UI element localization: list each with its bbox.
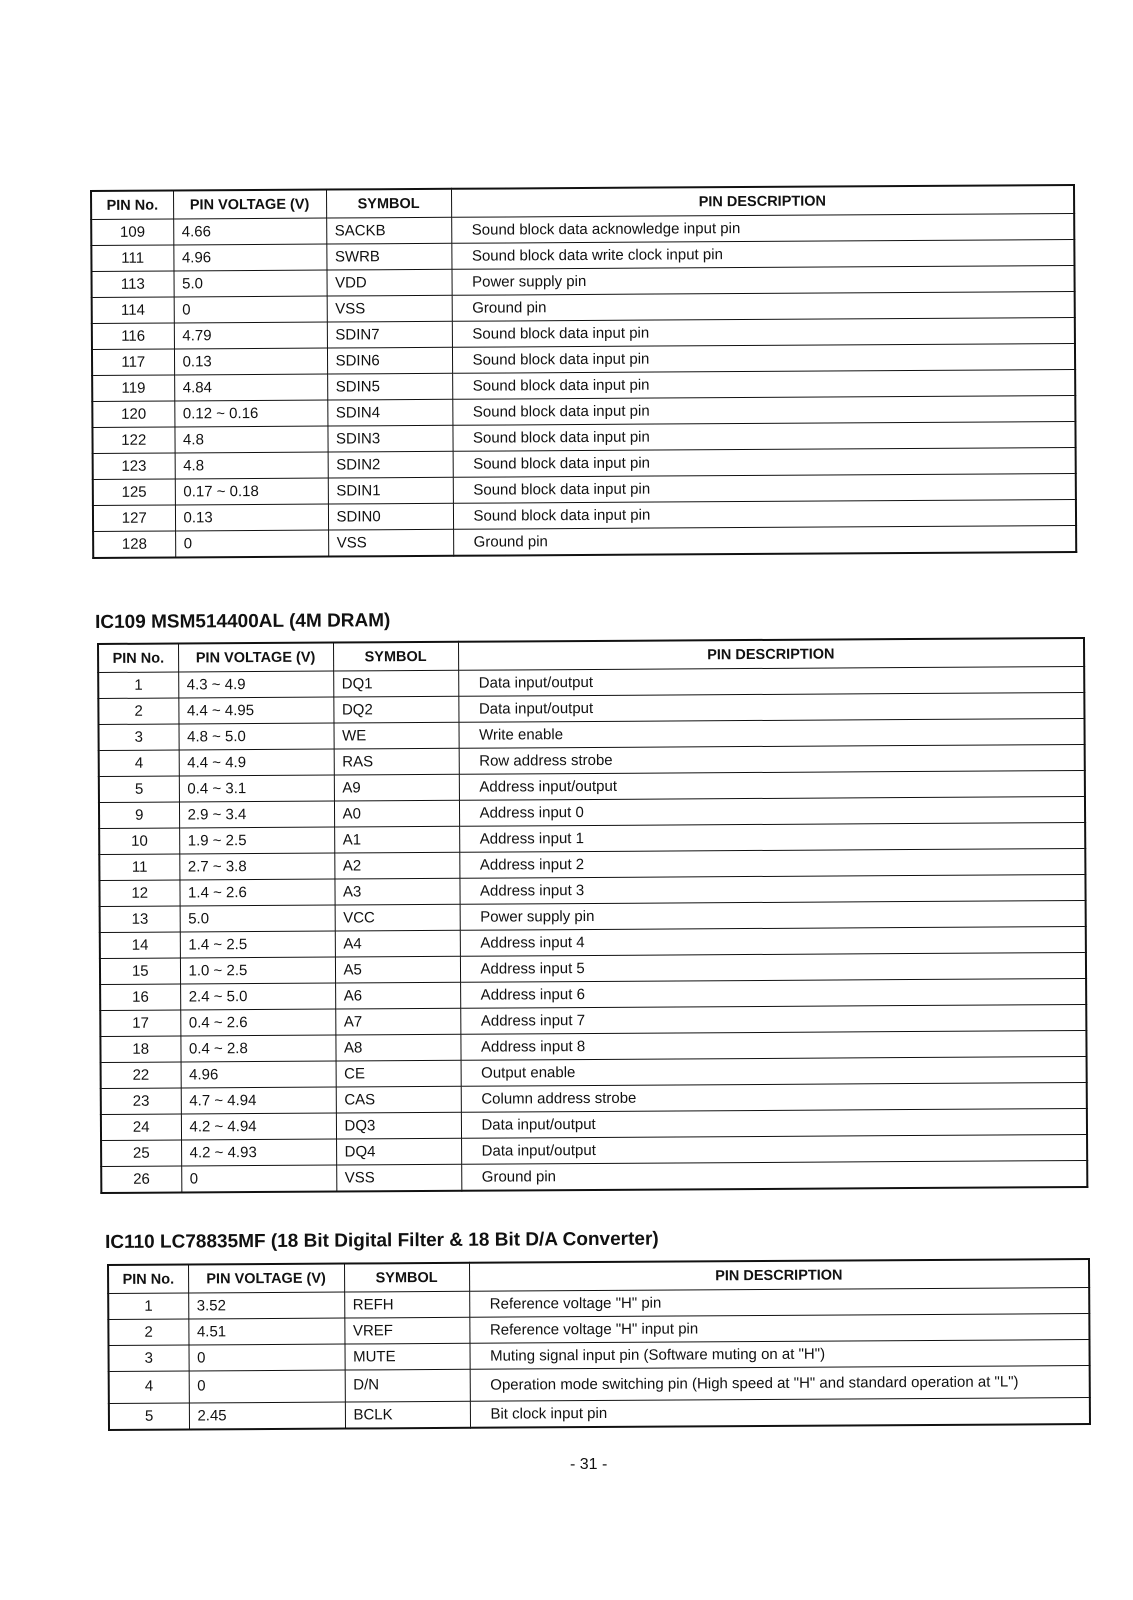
header-pin-description: PIN DESCRIPTION	[458, 638, 1084, 670]
symbol-cell: A7	[335, 1008, 460, 1035]
pin-voltage-cell: 4.2 ~ 4.93	[181, 1139, 336, 1166]
header-pin-description: PIN DESCRIPTION	[451, 185, 1074, 217]
symbol-cell: VSS	[336, 1164, 461, 1191]
pin-description-cell: Address input 6	[460, 978, 1086, 1008]
pin-voltage-cell: 4.66	[173, 218, 326, 245]
pin-voltage-cell: 4.84	[174, 374, 327, 401]
pin-description-cell: Sound block data input pin	[453, 473, 1076, 503]
pin-voltage-cell: 0	[181, 1165, 336, 1192]
symbol-cell: DQ1	[333, 670, 458, 697]
pin-description-cell: Sound block data write clock input pin	[451, 239, 1074, 269]
pin-voltage-cell: 1.9 ~ 2.5	[179, 827, 334, 854]
symbol-cell: A1	[334, 826, 459, 853]
pin-description-cell: Address input 3	[459, 874, 1085, 904]
pin-voltage-cell: 4.7 ~ 4.94	[181, 1087, 336, 1114]
header-pin-number: PIN No.	[108, 1265, 188, 1294]
pin-description-cell: Address input 0	[459, 796, 1085, 826]
pin-voltage-cell: 4.79	[174, 322, 327, 349]
pin-number-cell: 1	[98, 672, 178, 698]
pin-voltage-cell: 5.0	[173, 270, 326, 297]
symbol-cell: A0	[334, 800, 459, 827]
pin-voltage-cell: 0	[174, 296, 327, 323]
symbol-cell: DQ3	[336, 1112, 461, 1139]
pin-description-cell: Ground pin	[461, 1160, 1087, 1190]
symbol-cell: SDIN2	[328, 451, 453, 478]
pin-number-cell: 25	[101, 1140, 181, 1166]
pin-number-cell: 4	[99, 750, 179, 776]
pin-number-cell: 123	[93, 453, 175, 480]
pin-description-cell: Row address strobe	[459, 744, 1085, 774]
pin-number-cell: 2	[98, 698, 178, 724]
pin-description-cell: Sound block data input pin	[453, 499, 1076, 529]
pin-voltage-cell: 4.3 ~ 4.9	[178, 671, 333, 698]
pin-voltage-cell: 4.8	[175, 452, 328, 479]
symbol-cell: BCLK	[345, 1401, 470, 1428]
pin-voltage-cell: 5.0	[180, 905, 335, 932]
pin-number-cell: 3	[108, 1345, 188, 1371]
symbol-cell: A8	[335, 1034, 460, 1061]
symbol-cell: A6	[335, 982, 460, 1009]
pin-description-cell: Sound block data input pin	[452, 395, 1075, 425]
pin-voltage-cell: 0.4 ~ 3.1	[179, 775, 334, 802]
pin-description-cell: Output enable	[461, 1056, 1087, 1086]
pin-table-ic109	[97, 637, 1088, 1194]
pin-table-continued	[90, 184, 1077, 559]
pin-description-cell: Sound block data input pin	[452, 343, 1075, 373]
pin-voltage-cell: 0.17 ~ 0.18	[175, 478, 328, 505]
pin-number-cell: 125	[93, 479, 175, 506]
symbol-cell: VSS	[328, 529, 453, 556]
pin-number-cell: 5	[99, 776, 179, 802]
pin-voltage-cell: 1.4 ~ 2.5	[180, 931, 335, 958]
pin-number-cell: 10	[99, 828, 179, 854]
symbol-cell: SDIN6	[327, 347, 452, 374]
header-symbol: SYMBOL	[326, 189, 451, 218]
pin-description-cell: Address input 2	[459, 848, 1085, 878]
table-title-ic110: IC110 LC78835MF (18 Bit Digital Filter & 18 Bit D/A Converter)	[105, 1228, 659, 1253]
pin-number-cell: 122	[92, 427, 174, 454]
pin-number-cell: 26	[101, 1166, 181, 1193]
pin-description-cell: Sound block data input pin	[453, 447, 1076, 477]
pin-description-cell: Sound block data input pin	[452, 421, 1075, 451]
table-row	[109, 1397, 1090, 1429]
symbol-cell: SDIN5	[327, 373, 452, 400]
symbol-cell: DQ4	[336, 1138, 461, 1165]
pin-voltage-cell: 4.2 ~ 4.94	[181, 1113, 336, 1140]
pin-number-cell: 15	[100, 958, 180, 984]
header-pin-voltage: PIN VOLTAGE (V)	[188, 1264, 344, 1293]
header-pin-voltage: PIN VOLTAGE (V)	[173, 190, 326, 219]
pin-voltage-cell: 0.13	[175, 504, 328, 531]
pin-description-cell: Address input 5	[460, 952, 1086, 982]
pin-voltage-cell: 2.45	[189, 1402, 345, 1429]
symbol-cell: SWRB	[326, 243, 451, 270]
symbol-cell: CE	[336, 1060, 461, 1087]
pin-voltage-cell: 0	[175, 530, 328, 557]
pin-description-cell: Muting signal input pin (Software muting on at "H")	[469, 1339, 1089, 1369]
symbol-cell: SDIN4	[327, 399, 452, 426]
symbol-cell: WE	[333, 722, 458, 749]
symbol-cell: SDIN3	[327, 425, 452, 452]
symbol-cell: A5	[335, 956, 460, 983]
pin-table-ic110	[107, 1258, 1091, 1431]
pin-number-cell: 23	[101, 1088, 181, 1114]
pin-voltage-cell: 3.52	[188, 1292, 344, 1319]
pin-number-cell: 5	[109, 1403, 189, 1430]
pin-description-cell: Address input 8	[460, 1030, 1086, 1060]
pin-voltage-cell: 0.4 ~ 2.8	[180, 1035, 335, 1062]
pin-number-cell: 113	[91, 271, 173, 298]
header-pin-number: PIN No.	[91, 190, 173, 219]
pin-number-cell: 117	[92, 349, 174, 376]
pin-voltage-cell: 4.51	[188, 1318, 344, 1345]
pin-description-cell: Data input/output	[458, 666, 1084, 696]
table-row	[93, 525, 1076, 558]
symbol-cell: VDD	[326, 269, 451, 296]
header-symbol: SYMBOL	[333, 642, 458, 671]
pin-voltage-cell: 0.12 ~ 0.16	[174, 400, 327, 427]
pin-number-cell: 128	[93, 531, 175, 558]
pin-voltage-cell: 0.13	[174, 348, 327, 375]
symbol-cell: RAS	[334, 748, 459, 775]
table-title-ic109: IC109 MSM514400AL (4M DRAM)	[95, 610, 391, 633]
pin-number-cell: 116	[92, 323, 174, 350]
pin-number-cell: 13	[100, 906, 180, 932]
pin-voltage-cell: 2.7 ~ 3.8	[179, 853, 334, 880]
pin-voltage-cell: 4.4 ~ 4.9	[179, 749, 334, 776]
symbol-cell: REFH	[344, 1291, 469, 1318]
pin-number-cell: 3	[98, 724, 178, 750]
pin-number-cell: 16	[100, 984, 180, 1010]
pin-voltage-cell: 0	[188, 1344, 344, 1371]
header-pin-voltage: PIN VOLTAGE (V)	[178, 643, 333, 672]
pin-number-cell: 18	[100, 1036, 180, 1062]
pin-description-cell: Address input/output	[459, 770, 1085, 800]
symbol-cell: D/N	[345, 1369, 470, 1402]
pin-number-cell: 11	[99, 854, 179, 880]
header-pin-number: PIN No.	[98, 644, 178, 673]
header-pin-description: PIN DESCRIPTION	[469, 1259, 1089, 1291]
symbol-cell: CAS	[336, 1086, 461, 1113]
pin-number-cell: 111	[91, 245, 173, 272]
pin-voltage-cell: 4.96	[173, 244, 326, 271]
pin-number-cell: 9	[99, 802, 179, 828]
pin-voltage-cell: 4.8	[174, 426, 327, 453]
pin-description-cell: Address input 1	[459, 822, 1085, 852]
pin-description-cell: Ground pin	[452, 291, 1075, 321]
pin-description-cell: Power supply pin	[451, 265, 1074, 295]
pin-voltage-cell: 2.9 ~ 3.4	[179, 801, 334, 828]
pin-number-cell: 127	[93, 505, 175, 532]
pin-number-cell: 1	[108, 1293, 188, 1319]
pin-number-cell: 2	[108, 1319, 188, 1345]
pin-description-cell: Power supply pin	[460, 900, 1086, 930]
pin-number-cell: 109	[91, 219, 173, 246]
symbol-cell: SDIN7	[327, 321, 452, 348]
pin-number-cell: 119	[92, 375, 174, 402]
pin-number-cell: 114	[92, 297, 174, 324]
pin-number-cell: 24	[101, 1114, 181, 1140]
pin-voltage-cell: 0	[189, 1370, 345, 1403]
symbol-cell: SDIN1	[328, 477, 453, 504]
symbol-cell: MUTE	[344, 1343, 469, 1370]
pin-voltage-cell: 2.4 ~ 5.0	[180, 983, 335, 1010]
pin-description-cell: Address input 7	[460, 1004, 1086, 1034]
pin-number-cell: 17	[100, 1010, 180, 1036]
symbol-cell: SDIN0	[328, 503, 453, 530]
pin-voltage-cell: 4.8 ~ 5.0	[178, 723, 333, 750]
pin-voltage-cell: 1.0 ~ 2.5	[180, 957, 335, 984]
symbol-cell: VCC	[335, 904, 460, 931]
pin-number-cell: 4	[109, 1371, 189, 1403]
symbol-cell: VSS	[327, 295, 452, 322]
page-number: - 31 -	[570, 1456, 608, 1473]
pin-number-cell: 12	[99, 880, 179, 906]
symbol-cell: SACKB	[326, 217, 451, 244]
pin-description-cell: Address input 4	[460, 926, 1086, 956]
pin-voltage-cell: 4.96	[181, 1061, 336, 1088]
pin-description-cell: Column address strobe	[461, 1082, 1087, 1112]
pin-number-cell: 14	[100, 932, 180, 958]
pin-description-cell: Reference voltage "H" input pin	[469, 1314, 1089, 1344]
symbol-cell: DQ2	[333, 696, 458, 723]
pin-voltage-cell: 1.4 ~ 2.6	[179, 879, 334, 906]
table-row	[101, 1160, 1087, 1193]
pin-voltage-cell: 4.4 ~ 4.95	[178, 697, 333, 724]
pin-description-cell: Operation mode switching pin (High speed at "H" and standard operation at "L")	[470, 1365, 1090, 1401]
symbol-cell: A3	[334, 878, 459, 905]
symbol-cell: A4	[335, 930, 460, 957]
symbol-cell: A9	[334, 774, 459, 801]
pin-description-cell: Sound block data input pin	[452, 369, 1075, 399]
pin-description-cell: Sound block data input pin	[452, 317, 1075, 347]
pin-description-cell: Data input/output	[461, 1134, 1087, 1164]
pin-description-cell: Sound block data acknowledge input pin	[451, 213, 1074, 243]
header-symbol: SYMBOL	[344, 1263, 469, 1292]
pin-description-cell: Write enable	[458, 718, 1084, 748]
pin-voltage-cell: 0.4 ~ 2.6	[180, 1009, 335, 1036]
pin-number-cell: 22	[101, 1062, 181, 1088]
pin-number-cell: 120	[92, 401, 174, 428]
symbol-cell: VREF	[344, 1317, 469, 1344]
pin-description-cell: Reference voltage "H" pin	[469, 1288, 1089, 1318]
symbol-cell: A2	[334, 852, 459, 879]
pin-description-cell: Ground pin	[453, 525, 1076, 555]
pin-description-cell: Bit clock input pin	[470, 1397, 1090, 1427]
pin-description-cell: Data input/output	[458, 692, 1084, 722]
pin-description-cell: Data input/output	[461, 1108, 1087, 1138]
